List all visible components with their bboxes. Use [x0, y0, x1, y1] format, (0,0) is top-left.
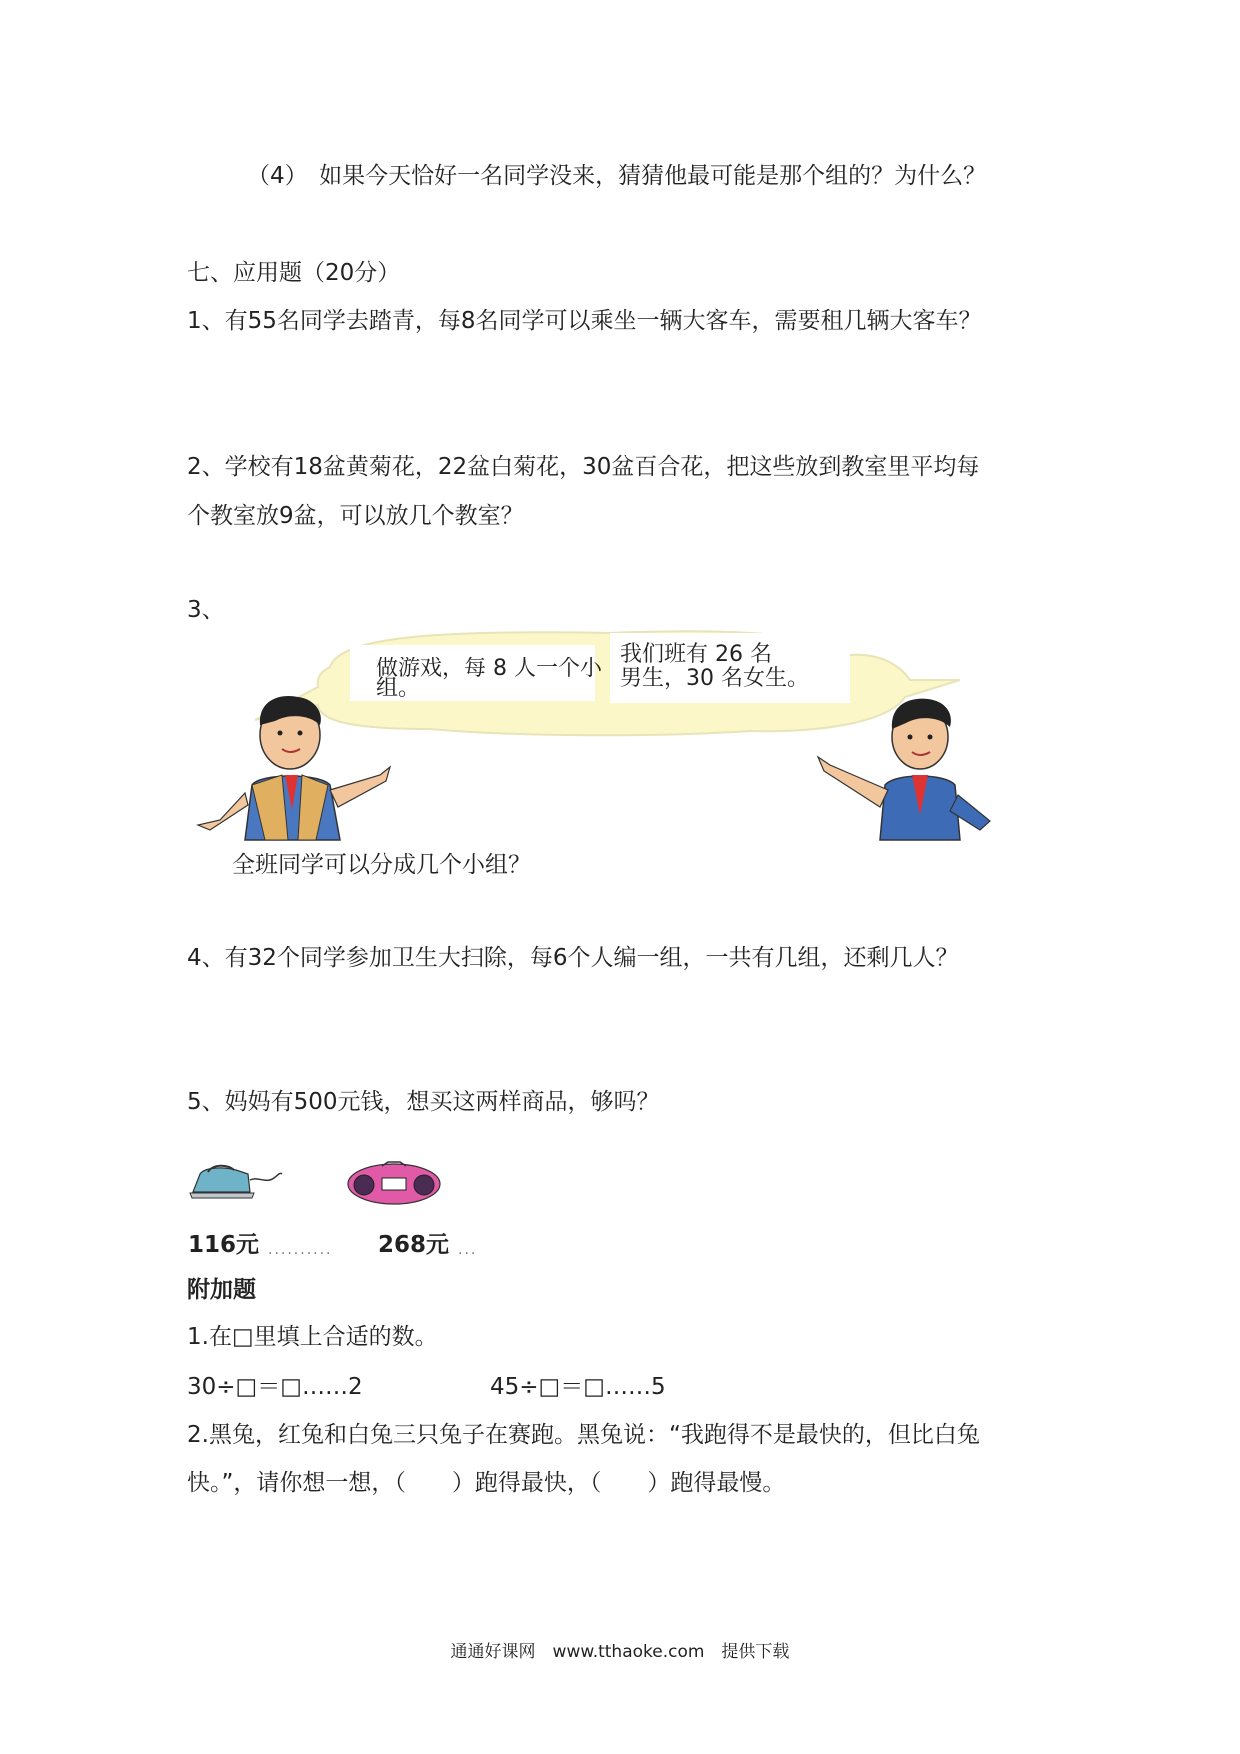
bonus-title: 附加题 — [187, 1277, 256, 1303]
iron-product — [188, 1160, 283, 1204]
bubble-right-text-line2: 男生，30 名女生。 — [620, 666, 809, 691]
question-7-2-line1: 2、学校有18盆黄菊花，22盆白菊花，30盆百合花，把这些放到教室里平均每 — [187, 454, 980, 480]
bubble-left-text-line2: 组。 — [376, 676, 421, 701]
question-7-2-line2: 个教室放9盆，可以放几个教室？ — [187, 503, 524, 529]
bonus-equation-2: 45÷□＝□……5 — [490, 1374, 666, 1400]
bonus-question-2-line2: 快。”，请你想一想，（ ）跑得最快，（ ）跑得最慢。 — [187, 1470, 786, 1496]
question-7-4: 4、有32个同学参加卫生大扫除，每6个人编一组，一共有几组，还剩几人？ — [187, 945, 959, 971]
radio-icon — [344, 1158, 444, 1206]
dotted-leader-1: .......... — [268, 1242, 333, 1258]
price-radio: 268元 — [378, 1232, 450, 1258]
bubble-left-text-line1: 做游戏，每 8 人一个小 — [376, 657, 602, 681]
question-7-3-label: 3、 — [187, 597, 225, 623]
question-7-1: 1、有55名同学去踏青，每8名同学可以乘坐一辆大客车，需要租几辆大客车？ — [187, 308, 982, 334]
bonus-question-2-line1: 2.黑兔，红兔和白兔三只兔子在赛跑。黑兔说：“我跑得不是最快的，但比白兔 — [187, 1422, 980, 1448]
bubble-right-text-line1: 我们班有 26 名 — [620, 642, 772, 667]
iron-icon — [188, 1160, 283, 1200]
dotted-leader-2: ... — [458, 1242, 478, 1258]
question-7-3-question: 全班同学可以分成几个小组？ — [232, 852, 531, 878]
section-7-title: 七、应用题（20分） — [187, 260, 401, 286]
dialogue-illustration — [190, 625, 1020, 850]
bonus-question-1: 1.在□里填上合适的数。 — [187, 1324, 438, 1350]
price-iron: 116元 — [188, 1232, 260, 1258]
question-6-4: （4） 如果今天恰好一名同学没来，猜猜他最可能是那个组的？为什么？ — [247, 163, 987, 189]
question-7-5: 5、妈妈有500元钱，想买这两样商品，够吗？ — [187, 1089, 660, 1115]
bonus-equation-1: 30÷□＝□……2 — [187, 1374, 363, 1400]
radio-product — [344, 1158, 444, 1210]
page-footer: 通通好课网 www.tthaoke.com 提供下载 — [450, 1642, 790, 1662]
